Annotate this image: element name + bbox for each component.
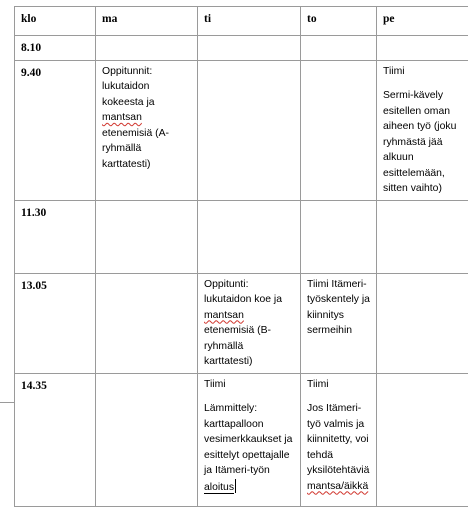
schedule-cell[interactable] [198,200,301,273]
schedule-cell[interactable] [301,60,377,200]
cell-paragraph: Tiimi [307,378,329,390]
time-cell[interactable]: 9.40 [15,60,96,200]
schedule-cell[interactable] [96,60,198,200]
schedule-cell[interactable] [198,373,301,506]
table-row [15,373,468,506]
table-row [15,273,468,373]
weekly-schedule-table [14,6,468,507]
edited-text: aloitus [204,481,235,493]
cell-text: Oppitunnit: lukutaidon kokeesta ja [102,65,155,108]
time-cell[interactable]: 14.35 [15,373,96,506]
schedule-cell[interactable] [301,273,377,373]
cell-paragraph [102,64,191,173]
table-row [15,60,468,200]
text-cursor [235,479,236,493]
header-thursday[interactable]: pe [377,7,468,36]
schedule-cell[interactable] [198,36,301,61]
header-monday[interactable]: ma [96,7,198,36]
schedule-cell[interactable] [377,273,468,373]
time-cell[interactable]: 13.05 [15,273,96,373]
cell-paragraph: Tiimi Itämeri-työskentely ja kiinnitys sermeihin [307,278,370,336]
table-row [15,200,468,273]
cell-paragraph [204,401,294,495]
cell-paragraph [204,277,294,370]
cell-paragraph: Tiimi [204,378,226,390]
header-time[interactable]: klo [15,7,96,36]
cell-text: Jos Itämeri-työ valmis ja kiinnitetty, voi tehdä yksilötehtäviä [307,403,370,476]
schedule-cell[interactable] [377,200,468,273]
cell-text: etenemisiä (A-ryhmällä karttatesti) [102,127,169,170]
spellcheck-word: mantsan [204,309,244,321]
cell-paragraph: Tiimi [383,65,405,77]
spellcheck-word: mantsan [102,112,142,123]
time-cell[interactable]: 11.30 [15,200,96,273]
schedule-cell[interactable] [96,200,198,273]
schedule-cell[interactable] [377,373,468,506]
cell-paragraph [307,401,370,494]
schedule-cell[interactable] [198,273,301,373]
cell-text: Lämmittely: karttapalloon vesimerkkaukset ja esittelyt opettajalle ja Itämeri-työn [204,403,293,476]
schedule-cell[interactable] [96,273,198,373]
table-row [15,36,468,61]
cell-text: etenemisiä (B-ryhmällä karttatesti) [204,325,271,367]
page-margin-rule [0,402,14,403]
time-cell[interactable]: 8.10 [15,36,96,61]
table-header-row [15,7,468,36]
schedule-cell[interactable] [377,36,468,61]
schedule-cell[interactable] [301,373,377,506]
spellcheck-word: mantsa/äikkä [307,480,369,492]
schedule-cell[interactable] [301,36,377,61]
schedule-cell[interactable] [377,60,468,200]
schedule-cell[interactable] [301,200,377,273]
cell-paragraph: Sermi-kävely esitellen oman aiheen työ (joku ryhmästä jää alkuun esittelemään, sitten vaihto) [383,90,457,194]
schedule-cell[interactable] [96,36,198,61]
cell-text: Oppitunti: lukutaidon koe ja [204,278,282,305]
schedule-cell[interactable] [96,373,198,506]
header-tuesday[interactable]: ti [198,7,301,36]
header-wednesday[interactable]: to [301,7,377,36]
schedule-cell[interactable] [198,60,301,200]
